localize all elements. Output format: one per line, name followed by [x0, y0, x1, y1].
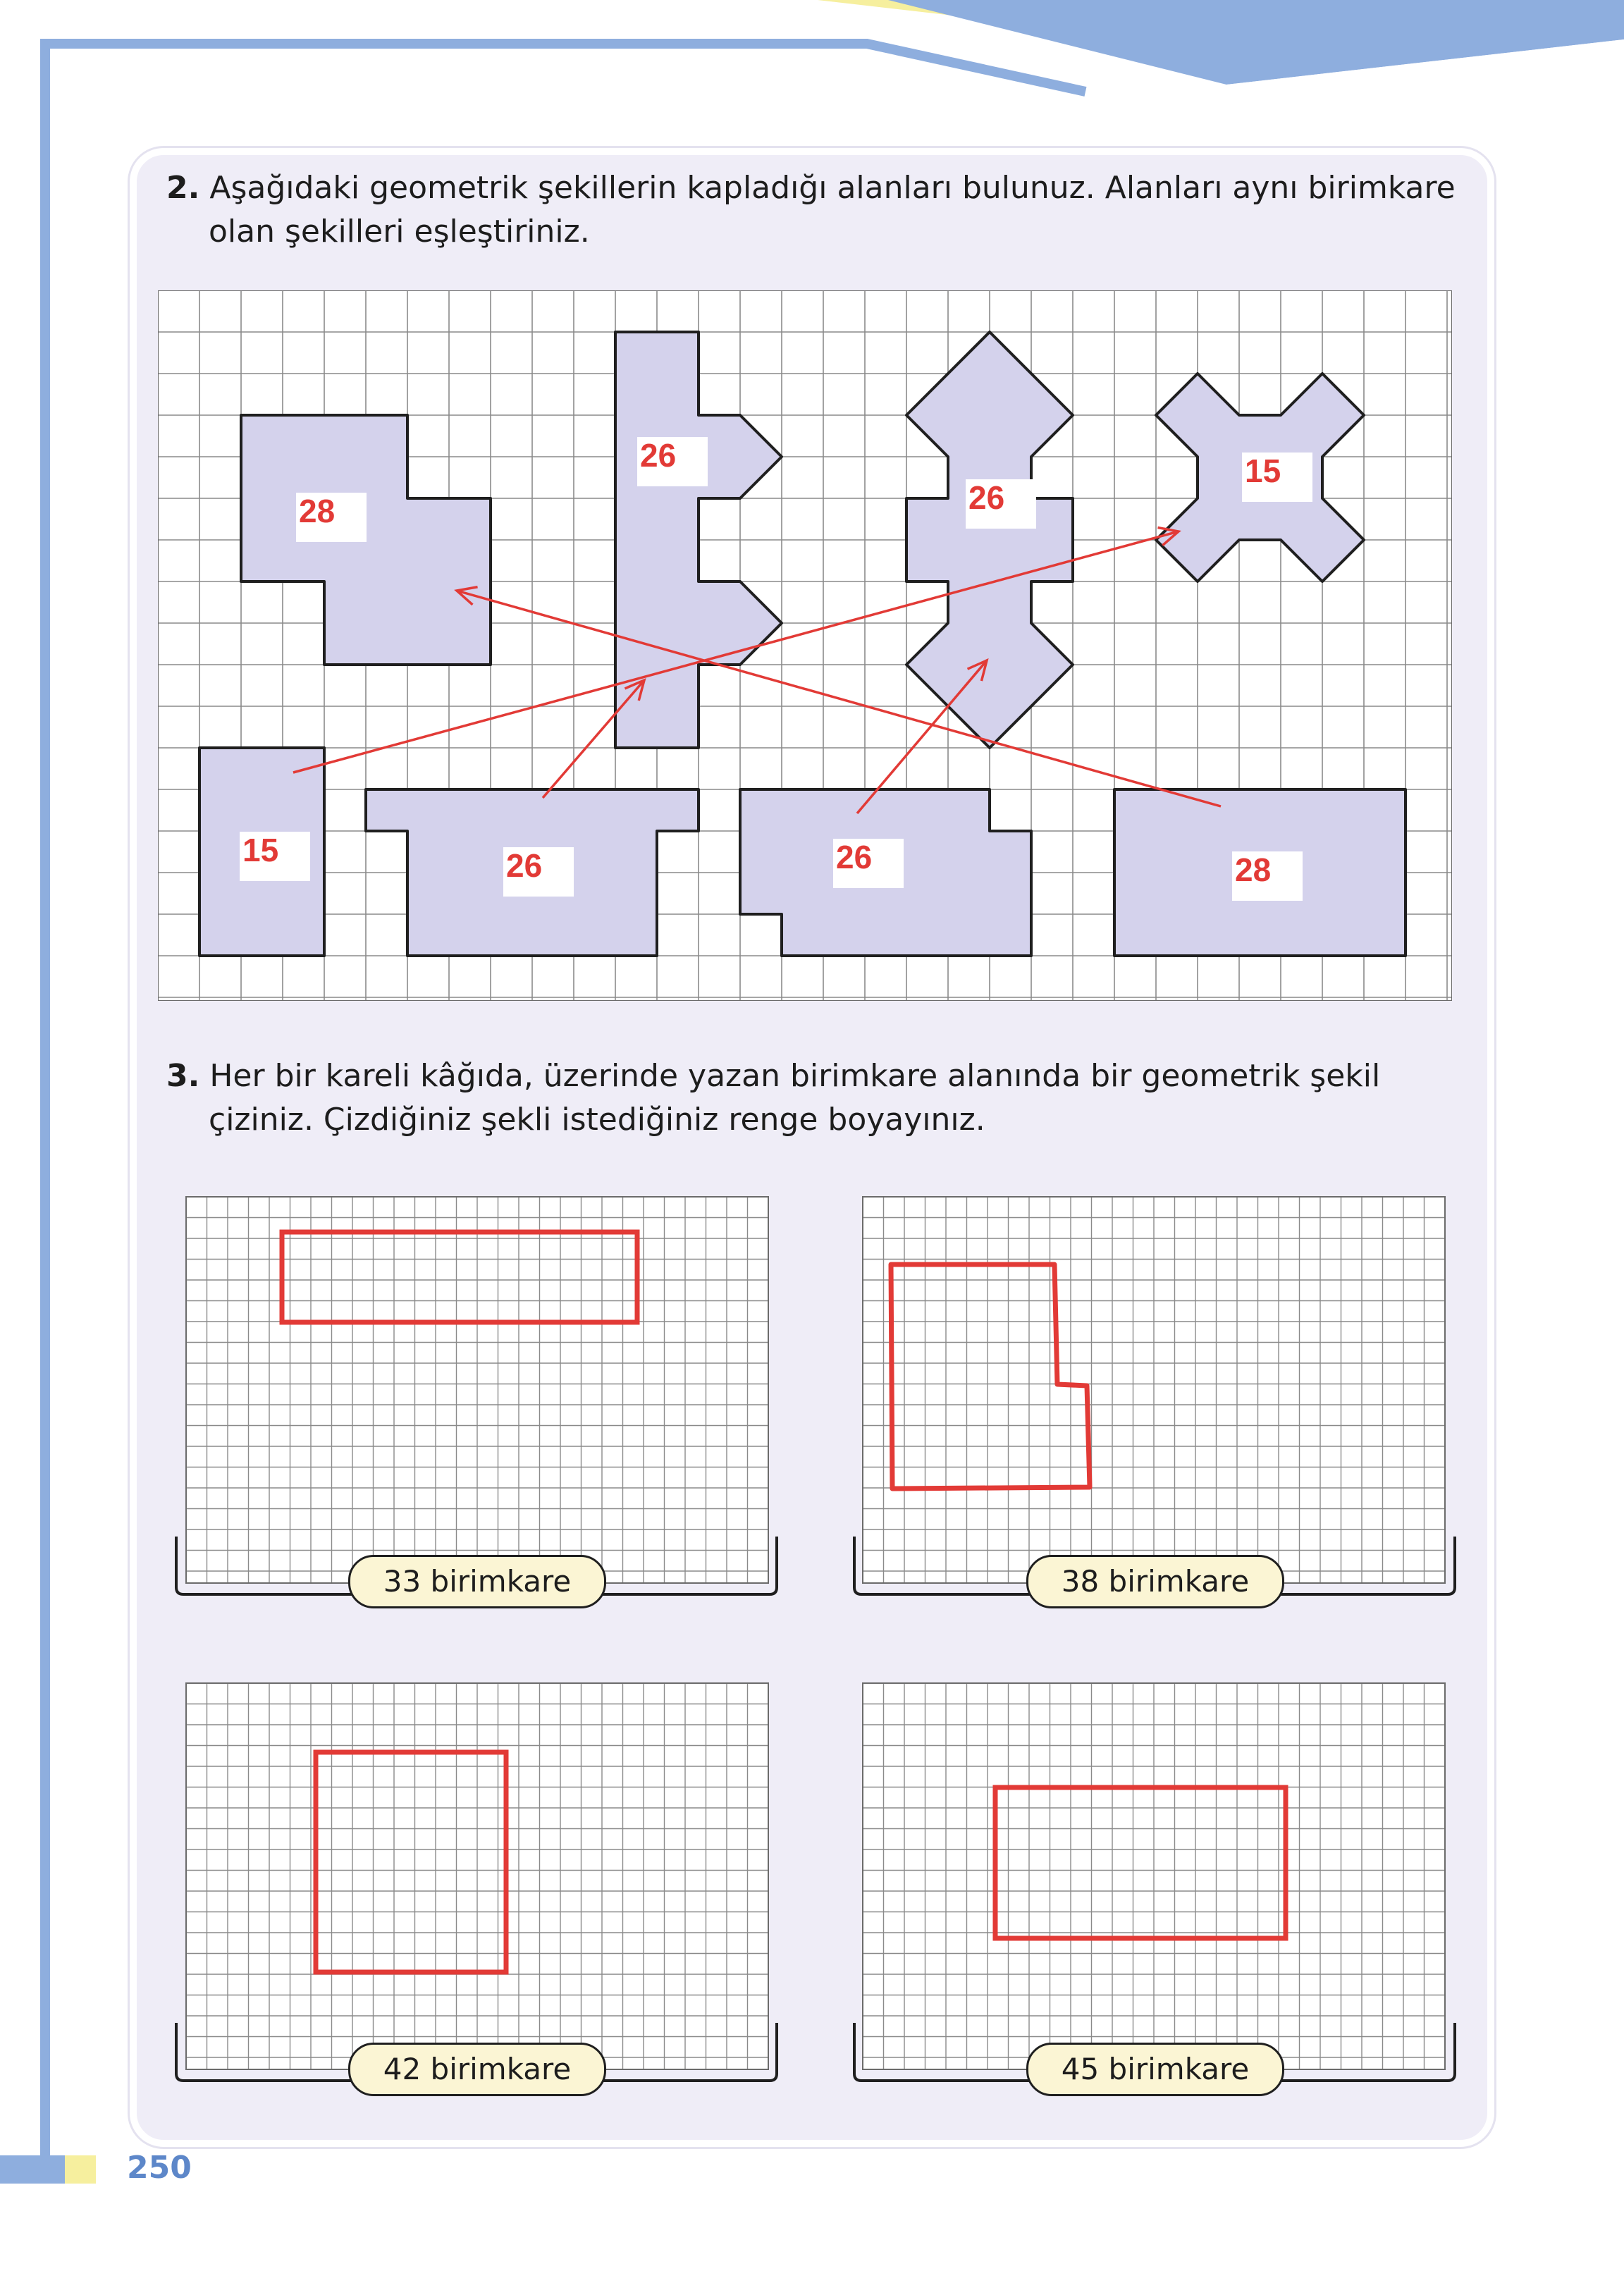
grid-sheet: [851, 1193, 1458, 1601]
area-pill: 33 birimkare: [348, 1555, 606, 1608]
answer-label: 15: [1245, 453, 1281, 489]
answer-label: 26: [836, 839, 873, 875]
answer-label: 28: [1235, 851, 1272, 888]
answer-label: 26: [506, 847, 543, 884]
answer-label: 15: [242, 832, 279, 868]
shape-c: [906, 332, 1073, 748]
shapes-grid: [158, 290, 1452, 1001]
question-3-text: Her bir kareli kâğıda, üzerinde yazan birimkare alanında bir geometrik şekil çiziniz. Çizdiğiniz şekli istediğiniz renge boyayınız.: [209, 1058, 1381, 1138]
question-2-text: Aşağıdaki geometrik şekillerin kapladığı alanları bulunuz. Alanları aynı birimkare olan şekilleri eşleştiriniz.: [209, 170, 1456, 250]
question-3-number: 3.: [166, 1058, 200, 1094]
area-pill: 45 birimkare: [1026, 2043, 1284, 2096]
grid-sheet: [851, 1679, 1458, 2088]
question-2: [166, 166, 1463, 254]
grid-sheet: [173, 1679, 780, 2088]
question-3: [166, 1054, 1463, 1142]
answer-label: 26: [968, 479, 1005, 516]
answer-label: 26: [640, 437, 677, 474]
area-pill: 38 birimkare: [1026, 1555, 1284, 1608]
grid-sheet: [173, 1193, 780, 1601]
area-pill: 42 birimkare: [348, 2043, 606, 2096]
answer-label: 28: [299, 493, 336, 529]
page-number: 250: [127, 2150, 192, 2186]
question-2-number: 2.: [166, 170, 200, 206]
